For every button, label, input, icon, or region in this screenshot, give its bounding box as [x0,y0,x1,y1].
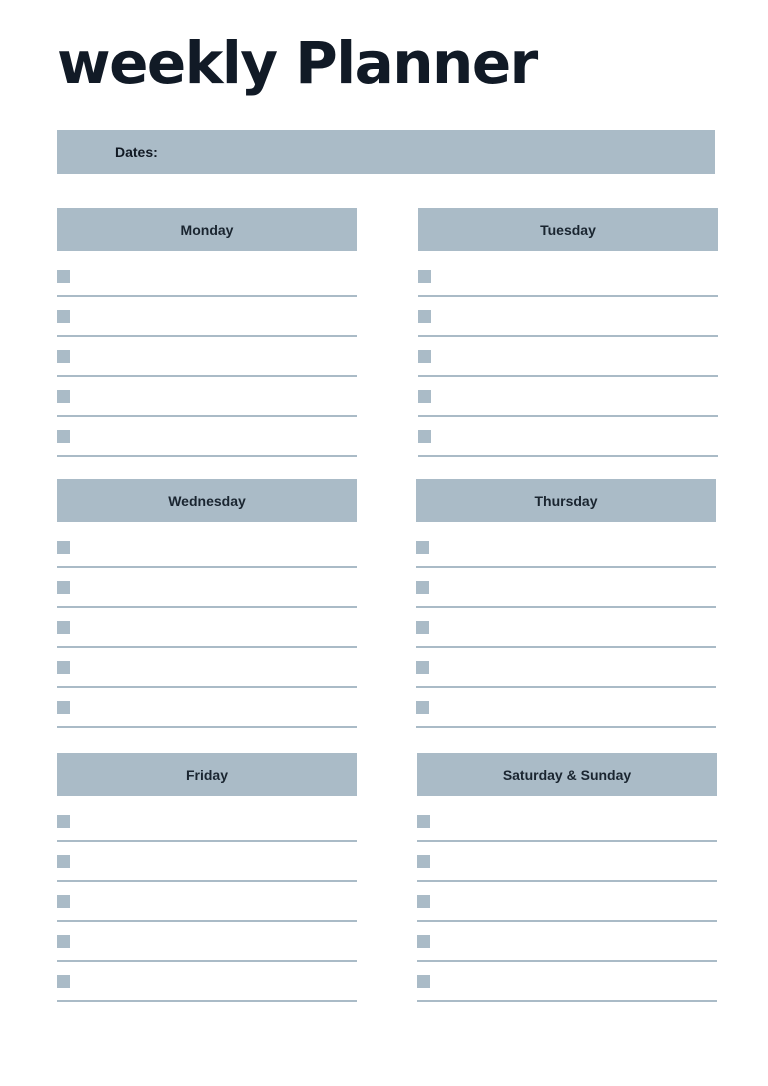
task-row[interactable] [417,882,717,922]
task-row[interactable] [57,842,357,882]
day-header: Wednesday [57,479,357,522]
day-header: Tuesday [418,208,718,251]
page-title: weekly Planner [57,29,537,97]
task-row[interactable] [416,608,716,648]
task-row[interactable] [416,522,716,568]
task-checkbox[interactable] [418,270,431,283]
day-card-friday [57,753,357,1002]
task-row[interactable] [418,417,718,457]
task-checkbox[interactable] [416,701,429,714]
task-row[interactable] [57,796,357,842]
task-row[interactable] [57,922,357,962]
day-header: Thursday [416,479,716,522]
task-row[interactable] [418,297,718,337]
task-list [417,796,717,1002]
day-card-tuesday [418,208,718,457]
task-checkbox[interactable] [57,430,70,443]
task-checkbox[interactable] [57,270,70,283]
task-checkbox[interactable] [57,581,70,594]
task-checkbox[interactable] [57,541,70,554]
task-checkbox[interactable] [57,935,70,948]
task-row[interactable] [57,522,357,568]
task-row[interactable] [57,297,357,337]
task-checkbox[interactable] [57,815,70,828]
day-card-wednesday [57,479,357,728]
task-checkbox[interactable] [417,935,430,948]
task-checkbox[interactable] [57,621,70,634]
task-row[interactable] [57,337,357,377]
task-row[interactable] [417,842,717,882]
task-checkbox[interactable] [416,621,429,634]
task-row[interactable] [57,648,357,688]
dates-field[interactable] [57,130,715,174]
dates-label: Dates: [115,144,158,160]
task-row[interactable] [418,251,718,297]
task-row[interactable] [57,251,357,297]
task-list [418,251,718,457]
day-header: Monday [57,208,357,251]
task-checkbox[interactable] [417,855,430,868]
task-row[interactable] [417,922,717,962]
task-row[interactable] [57,962,357,1002]
task-list [416,522,716,728]
task-checkbox[interactable] [57,350,70,363]
task-row[interactable] [416,688,716,728]
task-row[interactable] [418,377,718,417]
task-row[interactable] [416,648,716,688]
task-row[interactable] [416,568,716,608]
day-header: Friday [57,753,357,796]
task-checkbox[interactable] [418,350,431,363]
task-checkbox[interactable] [57,975,70,988]
task-checkbox[interactable] [418,390,431,403]
task-row[interactable] [417,796,717,842]
task-list [57,522,357,728]
task-checkbox[interactable] [57,310,70,323]
task-list [57,251,357,457]
task-checkbox[interactable] [417,895,430,908]
task-checkbox[interactable] [57,895,70,908]
task-checkbox[interactable] [418,430,431,443]
task-checkbox[interactable] [416,581,429,594]
task-row[interactable] [417,962,717,1002]
task-row[interactable] [57,608,357,648]
task-row[interactable] [57,377,357,417]
day-card-monday [57,208,357,457]
day-card-saturday-sunday [417,753,717,1002]
task-checkbox[interactable] [57,701,70,714]
task-list [57,796,357,1002]
task-checkbox[interactable] [417,815,430,828]
task-checkbox[interactable] [416,541,429,554]
task-checkbox[interactable] [57,390,70,403]
task-row[interactable] [57,417,357,457]
task-checkbox[interactable] [417,975,430,988]
task-row[interactable] [418,337,718,377]
task-checkbox[interactable] [57,661,70,674]
day-header: Saturday & Sunday [417,753,717,796]
task-row[interactable] [57,882,357,922]
task-row[interactable] [57,568,357,608]
task-checkbox[interactable] [57,855,70,868]
day-card-thursday [416,479,716,728]
task-checkbox[interactable] [418,310,431,323]
task-checkbox[interactable] [416,661,429,674]
task-row[interactable] [57,688,357,728]
